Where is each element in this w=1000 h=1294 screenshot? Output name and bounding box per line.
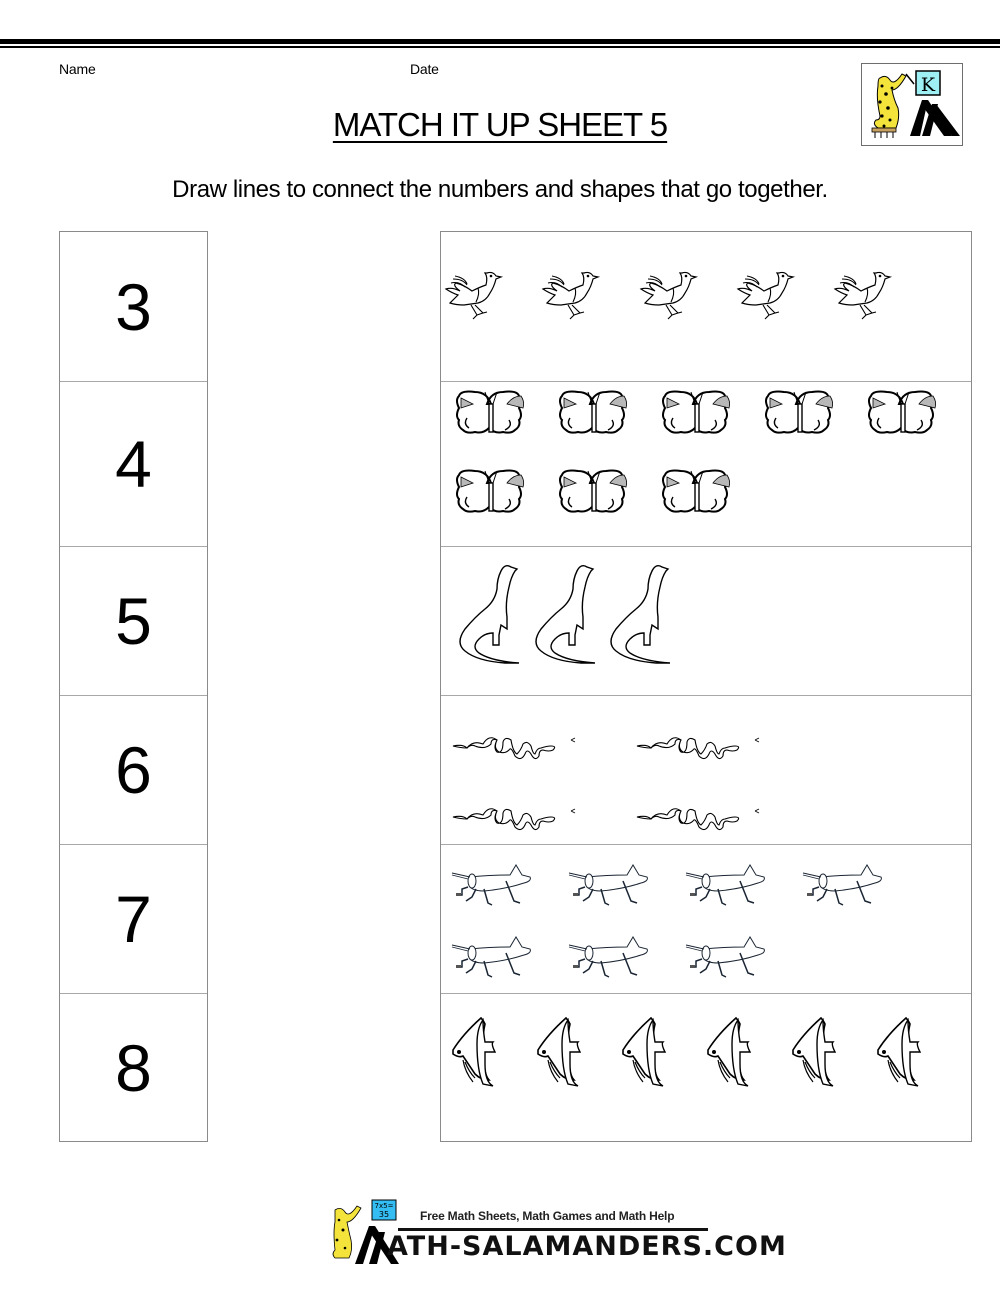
number-cell-6[interactable] <box>60 695 207 844</box>
butterfly-icon <box>441 382 971 546</box>
instructions: Draw lines to connect the numbers and shapes that go together. <box>172 176 828 203</box>
date-label: Date <box>410 61 439 77</box>
picture-cell-snakes[interactable] <box>441 695 971 844</box>
footer-badge-top: 7x5= <box>374 1202 394 1210</box>
salamander-easel-logo-icon <box>862 64 962 144</box>
page-title <box>0 106 1000 144</box>
number-cell-8[interactable] <box>60 993 207 1141</box>
top-rule-thick <box>0 39 1000 44</box>
snake-icon <box>441 696 971 844</box>
picture-cell-butterflies[interactable] <box>441 381 971 546</box>
footer-tagline: Free Math Sheets, Math Games and Math Help <box>420 1209 675 1223</box>
footer-site-name[interactable]: ATH-SALAMANDERS.COM <box>387 1231 787 1262</box>
picture-cell-grasshoppers[interactable] <box>441 844 971 993</box>
dinosaur-icon <box>441 547 971 695</box>
number-cell-5[interactable] <box>60 546 207 695</box>
pictures-column <box>440 231 972 1142</box>
number-cell-3[interactable] <box>60 232 207 381</box>
name-label: Name <box>59 61 96 77</box>
bird-icon <box>441 232 971 381</box>
number-value: 6 <box>115 733 152 807</box>
number-cell-4[interactable] <box>60 381 207 546</box>
picture-cell-dinosaurs[interactable] <box>441 546 971 695</box>
number-value: 7 <box>115 882 152 956</box>
footer-badge-bottom: 35 <box>378 1210 390 1219</box>
number-value: 8 <box>115 1030 152 1105</box>
salamander-logo <box>861 63 963 146</box>
number-value: 4 <box>115 427 152 501</box>
page-title-text: MATCH IT UP SHEET 5 <box>332 106 668 143</box>
angelfish-icon <box>441 994 971 1141</box>
picture-cell-angelfish[interactable] <box>441 993 971 1141</box>
grasshopper-icon <box>441 845 971 993</box>
picture-cell-birds[interactable] <box>441 232 971 381</box>
number-value: 5 <box>115 584 152 658</box>
top-rule-thin <box>0 46 1000 48</box>
logo-badge-letter: K <box>920 74 936 96</box>
number-value: 3 <box>115 269 152 344</box>
number-cell-7[interactable] <box>60 844 207 993</box>
numbers-column <box>59 231 208 1142</box>
